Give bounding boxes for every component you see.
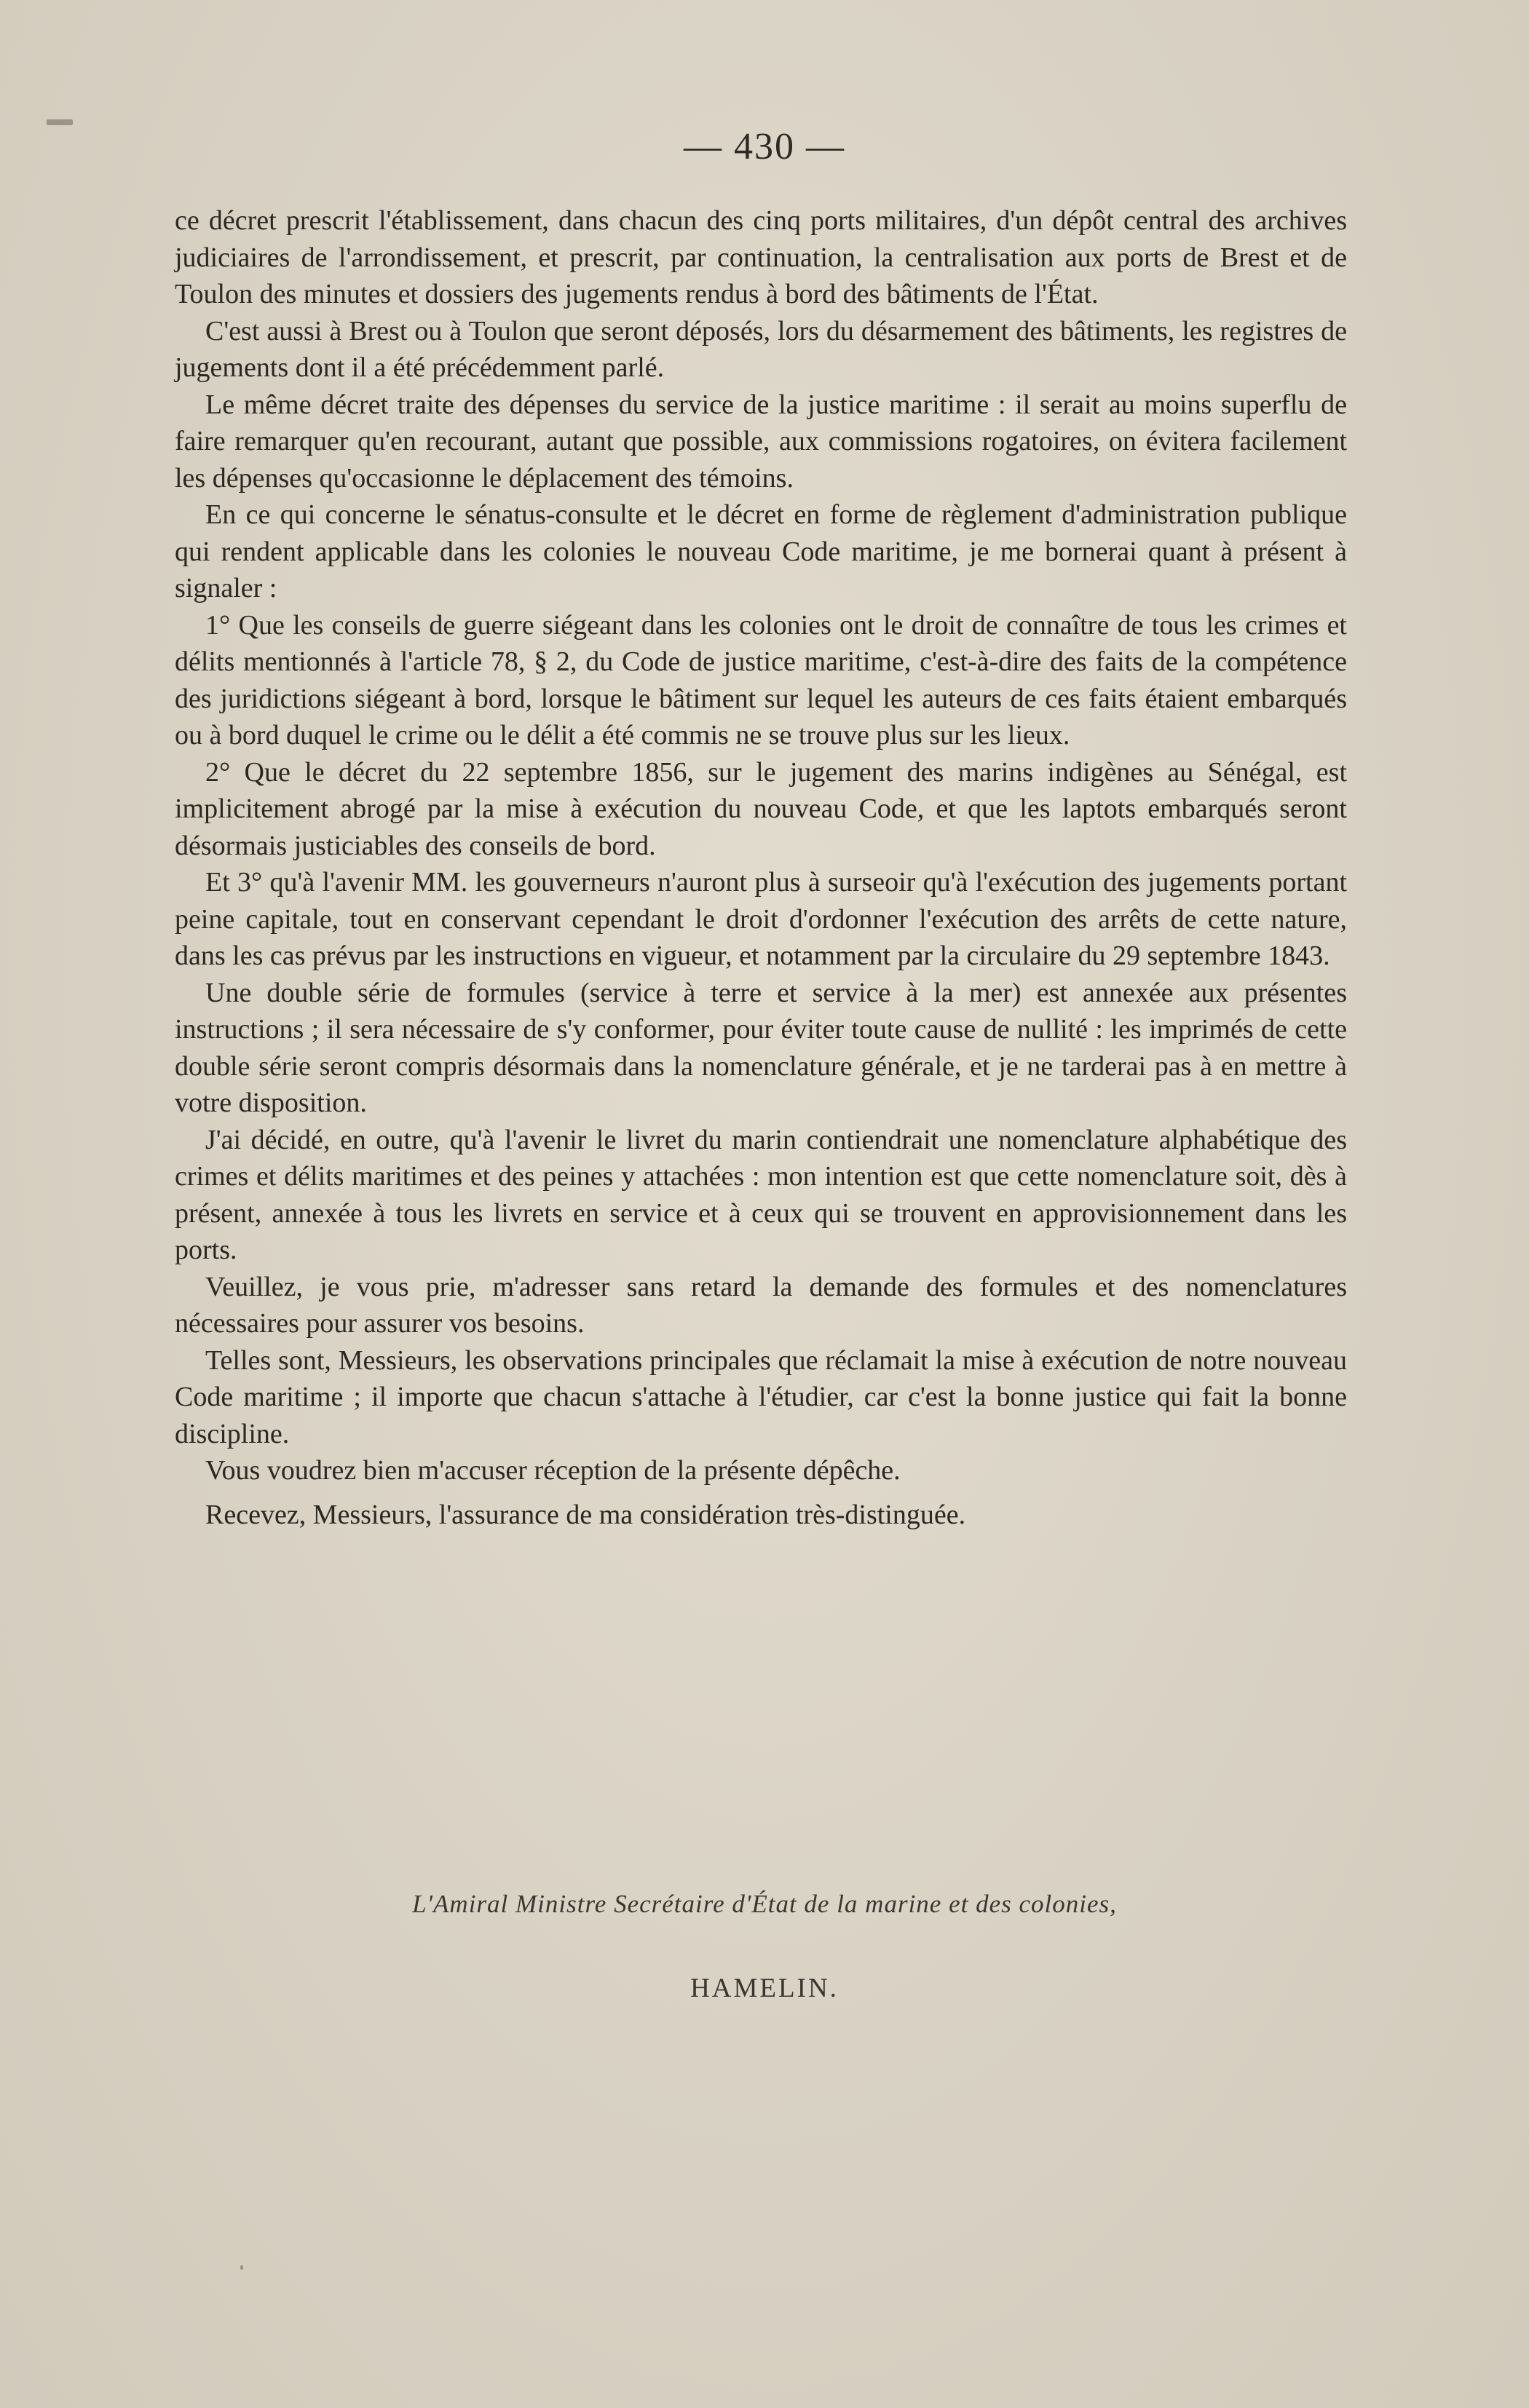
body-text [175,202,1347,1533]
paragraph: C'est aussi à Brest ou à Toulon que seront déposés, lors du désarmement des bâtiments, les registres de jugements dont il a été précédemment parlé. [175,315,1347,383]
closing-paragraph: Recevez, Messieurs, l'assurance de ma considération très-distinguée. [205,1499,966,1530]
scan-speck [47,119,73,125]
page-number: — 430 — [684,126,845,167]
paragraph: Veuillez, je vous prie, m'adresser sans retard la demande des formules et des nomenclatures nécessaires pour assurer vos besoins. [175,1271,1347,1339]
paragraph: 1° Que les conseils de guerre siégeant dans les colonies ont le droit de connaître de tous les crimes et délits mentionnés à l'article 78, § 2, du Code de justice maritime, c'est-à-dire des faits de la compétence des juridictions siégeant à bord, lorsque le bâtiment sur lequel les auteurs de ces faits étaient embarqués ou à bord duquel le crime ou le délit a été commis ne se trouve plus sur les lieux. [175,609,1347,750]
paragraph: Le même décret traite des dépenses du service de la justice maritime : il serait au moins superflu de faire remarquer qu'en recourant, autant que possible, aux commissions rogatoires, on évitera facilement les dépenses qu'occasionne le déplacement des témoins. [175,389,1347,494]
paragraph: J'ai décidé, en outre, qu'à l'avenir le livret du marin contiendrait une nomenclature alphabétique des crimes et délits maritimes et des peines y attachées : mon intention est que cette nomenclature soit, dès à présent, annexée à tous les livrets en service et à ceux qui se trouvent en approvisionnement dans les ports. [175,1124,1347,1265]
paragraph: Vous voudrez bien m'accuser réception de la présente dépêche. [205,1455,901,1486]
signature-name: HAMELIN. [690,1973,839,2003]
paragraph: En ce qui concerne le sénatus-consulte et le décret en forme de règlement d'administration publique qui rendent applicable dans les colonies le nouveau Code maritime, je me bornerai quant à présent à signaler : [175,499,1347,603]
paragraph: Et 3° qu'à l'avenir MM. les gouverneurs n'auront plus à surseoir qu'à l'exécution des jugements portant peine capitale, tout en conservant cependant le droit d'ordonner l'exécution des arrêts de cette nature, dans les cas prévus par les instructions en vigueur, et notamment par la circulaire du 29 septembre 1843. [175,867,1347,971]
paragraph: ce décret prescrit l'établissement, dans chacun des cinq ports militaires, d'un dépôt central des archives judiciaires de l'arrondissement, et prescrit, par continuation, la centralisation aux ports de Brest et de Toulon des minutes et dossiers des jugements rendus à bord des bâtiments de l'État. [175,205,1347,309]
paragraph: Telles sont, Messieurs, les observations principales que réclamait la mise à exécution de notre nouveau Code maritime ; il importe que chacun s'attache à l'étudier, car c'est la bonne justice qui fait la bonne discipline. [175,1344,1347,1449]
paragraph: Une double série de formules (service à terre et service à la mer) est annexée aux présentes instructions ; il sera nécessaire de s'y conformer, pour éviter toute cause de nullité : les imprimés de cette double série seront compris désormais dans la nomenclature générale, et je ne tarderai pas à en mettre à votre disposition. [175,977,1347,1118]
scan-speck [240,2265,243,2270]
paragraph: 2° Que le décret du 22 septembre 1856, sur le jugement des marins indigènes au Sénégal, est implicitement abrogé par la mise à exécution du nouveau Code, et que les laptots embarqués seront désormais justiciables des conseils de bord. [175,756,1347,861]
signature-title: L'Amiral Ministre Secrétaire d'État de la marine et des colonies, [412,1890,1117,1918]
